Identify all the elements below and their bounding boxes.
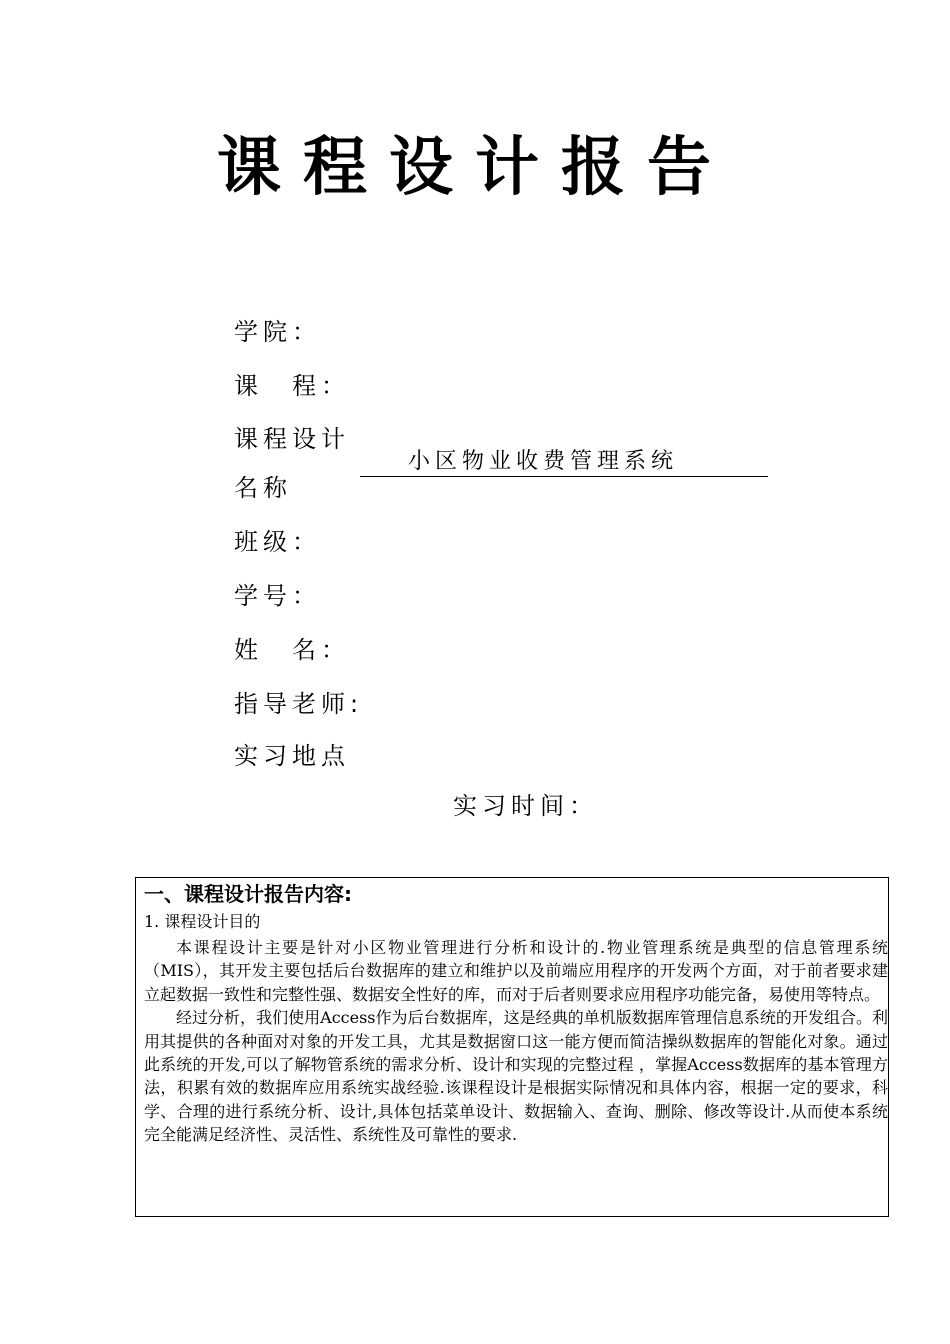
intern-time-label: 实习时间： — [453, 792, 598, 820]
course-label: 课 程： — [234, 372, 350, 400]
paragraph-1: 本课程设计主要是针对小区物业管理进行分析和设计的.物业管理系统是典型的信息管理系统（MIS），其开发主要包括后台数据库的建立和维护以及前端应用程序的开发两个方面，对于前者要求建立起数据一致性和完整性强、数据安全性好的库，而对于后者则要求应用程序功能完备，易使用等特点。 — [144, 938, 888, 1004]
report-title: 课程设计报告 — [217, 131, 733, 205]
advisor-label: 指导老师: — [234, 690, 364, 718]
design-name-value — [360, 448, 768, 477]
sub-heading: 1. 课程设计目的 — [144, 912, 261, 931]
design-name-text: 小区物业收费管理系统 — [408, 449, 679, 474]
college-label: 学院： — [234, 318, 321, 346]
paragraph-2: 经过分析，我们使用Access作为后台数据库，这是经典的单机版数据库管理信息系统的开发组合。利用其提供的各种面对对象的开发工具，尤其是数据窗口这一能方便而简洁操纵数据库的智能化对象。通过此系统的开发,可以了解物管系统的需求分析、设计和实现的完整过程 ，掌握Access数据库的基本管理方法，积累有效的数据库应用系统实战经验.该课程设计是根据实际情况和具体内容，根据一定的要求，科学、合理的进行系统分析、设计,具体包括菜单设计、数据输入、查询、删除、修改等设计.从而使本系统完全能满足经济性、灵活性、系统性及可靠性的要求. — [144, 1008, 888, 1145]
name-label: 姓 名： — [234, 636, 350, 664]
design-name-label-line2: 名称 — [234, 474, 292, 502]
intern-location-label: 实习地点 — [234, 742, 350, 770]
class-label: 班级： — [234, 528, 321, 556]
student-id-label: 学号： — [234, 582, 321, 610]
design-name-label-line1: 课程设计 — [234, 425, 350, 453]
section-heading: 一、课程设计报告内容: — [144, 882, 352, 906]
report-content-box — [135, 877, 889, 1217]
